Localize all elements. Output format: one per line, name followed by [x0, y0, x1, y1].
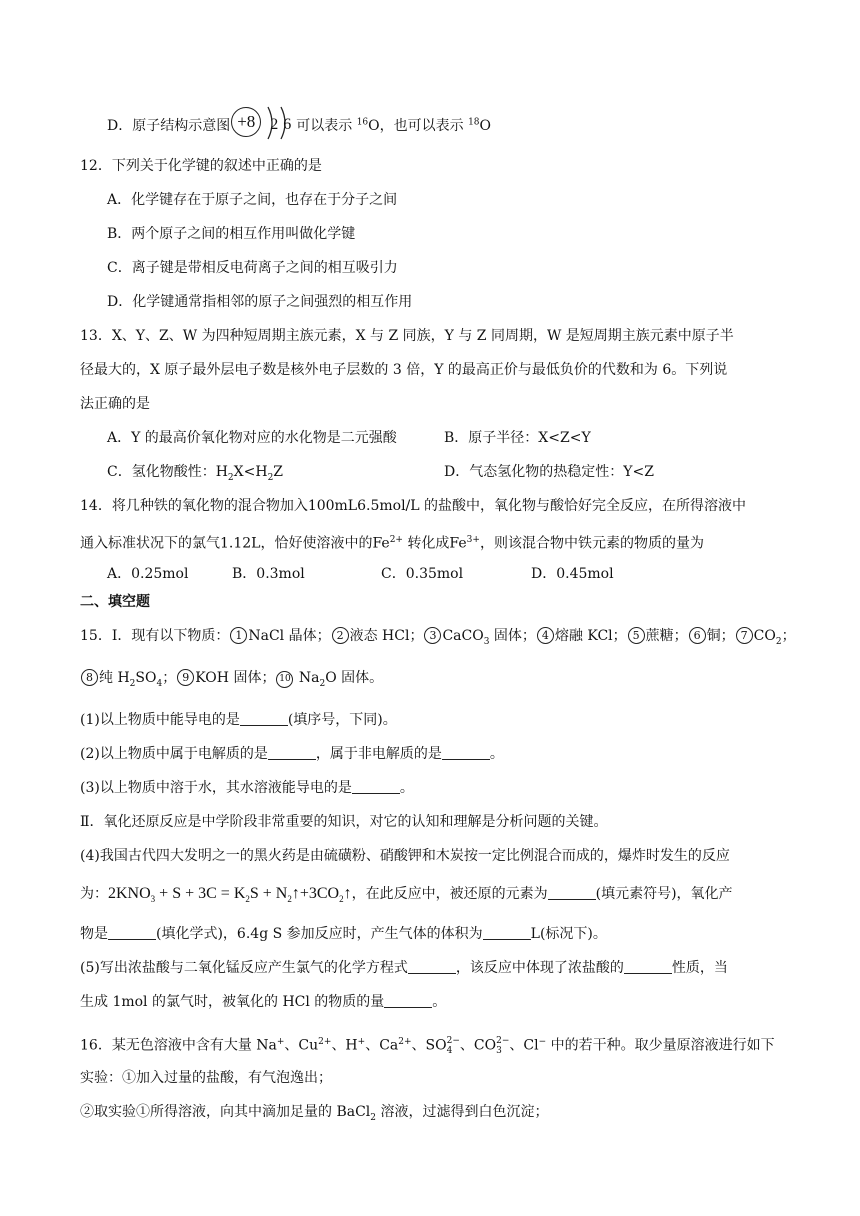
q12-option-d: D．化学键通常指相邻的原子之间强烈的相互作用: [107, 294, 413, 310]
q16-text: 、H: [331, 1037, 358, 1054]
q14-text: ，则该混合物中铁元素的物质的量为: [479, 535, 704, 552]
q16-text: 溶液，过滤得到白色沉淀；: [376, 1104, 549, 1120]
q15-text: 生成 1mol 的氯气时，被氧化的 HCl 的物质的量: [80, 994, 385, 1010]
q13-option-a: A．Y 的最高价氧化物对应的水化物是二元强酸: [107, 430, 397, 446]
q11-option-d: [107, 106, 491, 140]
q14-line1: 14．将几种铁的氧化物的混合物加入100mL6.5mol/L 的盐酸中，氧化物与酸恰好完全反应，在所得溶液中: [80, 498, 747, 514]
q16-text: 中的若干种。取少量原溶液进行如下: [546, 1037, 775, 1054]
q15-text: ；: [162, 670, 177, 686]
q13-line2: 径最大的，X 原子最外层电子数是核外电子层数的 3 倍，Y 的最高正价与最低负价的代数和为 6。下列说: [80, 362, 728, 378]
q14-text: 通入标准状况下的氯气1.12L，恰好使溶液中的Fe: [80, 535, 390, 552]
circled-number: 8: [81, 669, 98, 686]
circled-number: 1: [230, 627, 247, 644]
q11d-prefix: D．原子结构示意图: [107, 118, 231, 134]
q15-text: 铜；: [706, 628, 735, 644]
answer-blank[interactable]: [548, 885, 596, 900]
q13-line3: 法正确的是: [80, 396, 150, 412]
q15-text: 。: [489, 746, 504, 762]
q16-line2: 实验：①加入过量的盐酸，有气泡逸出；: [80, 1070, 332, 1086]
charge: 2+: [389, 535, 403, 545]
circled-number: 5: [628, 627, 645, 644]
circled-number: 4: [537, 627, 554, 644]
q15-text: 为：: [80, 886, 108, 902]
q15-text: ，属于非电解质的是: [315, 746, 442, 762]
subscript: 4: [446, 1045, 453, 1056]
answer-blank[interactable]: [384, 993, 432, 1008]
q16-line3: [80, 1102, 548, 1128]
q13-option-d: D．气态氢化物的热稳定性：Y<Z: [444, 464, 654, 480]
q15-line1: [80, 626, 796, 652]
q13-line1: 13．X、Y、Z、W 为四种短周期主族元素，X 与 Z 同族，Y 与 Z 同周期，W 是短周期主族元素中原子半: [80, 328, 734, 344]
charge: 3+: [466, 535, 480, 545]
q16-line1: [80, 1030, 775, 1058]
q15-part4-line2: [80, 884, 733, 909]
subscript: 2: [319, 678, 326, 689]
q15-text: ，该反应中体现了浓盐酸的: [455, 960, 624, 976]
q15-text: 固体；: [489, 628, 536, 644]
circled-number: 3: [424, 627, 441, 644]
q16-text: 、CO: [459, 1037, 497, 1054]
q15-text: 熔融 KCl；: [554, 628, 627, 644]
q12-option-b: B．两个原子之间的相互作用叫做化学键: [107, 226, 356, 242]
q13-option-c: [107, 462, 283, 488]
q14-option-a: A．0.25mol: [107, 566, 189, 582]
q15-text: (填化学式)，6.4g S 参加反应时，产生气体的体积为: [156, 926, 483, 942]
q15-part4-line1: (4)我国古代四大发明之一的黑火药是由硫磺粉、硝酸钾和木炭按一定比例混合而成的，爆炸时发生的反应: [80, 848, 730, 864]
subscript: 3: [496, 1045, 502, 1056]
q15-text: 。: [399, 780, 414, 796]
q15-text: 。: [432, 994, 447, 1010]
q15-text: O 固体。: [325, 670, 384, 686]
q15-text: ，在此反应中，被还原的元素为: [351, 886, 548, 902]
q14-line2: [80, 530, 704, 554]
q14-option-d: D．0.45mol: [531, 566, 614, 582]
q13c-text: X<H: [233, 464, 268, 480]
q16-text: 、Cl: [509, 1037, 539, 1054]
chemical-equation: $2KNO_3 + S + 3C = K_2S$ + $N_2↑+3CO_2↑$: [108, 885, 352, 905]
q15-text: L(标况下)。: [530, 926, 607, 942]
q15-text: 纯: [99, 670, 118, 686]
answer-blank[interactable]: [483, 925, 531, 940]
q15-text: 性质，当: [671, 960, 728, 976]
charge: +: [357, 1037, 366, 1047]
q12-option-c: C．离子键是带相反电荷离子之间的相互吸引力: [107, 260, 398, 276]
charge: +: [276, 1037, 285, 1047]
q14-option-b: B．0.3mol: [232, 566, 305, 582]
q15-part3: [80, 778, 414, 798]
q15-text: 15．Ⅰ．现有以下物质：: [80, 628, 230, 644]
subscript: 2: [370, 1112, 377, 1123]
q15-text: (2)以上物质中属于电解质的是: [80, 746, 268, 762]
q14-text: 转化成Fe: [402, 535, 467, 552]
q15-text: KOH 固体；: [195, 670, 276, 686]
atom-structure-diagram: [230, 106, 296, 140]
q15-section-ii: Ⅱ．氧化还原反应是中学阶段非常重要的知识，对它的认知和理解是分析问题的关键。: [80, 814, 608, 830]
subscript: 3: [483, 636, 490, 647]
charge: 2−: [446, 1035, 460, 1046]
q13c-text: C．氢化物酸性：H: [107, 464, 228, 480]
subscript: 2: [267, 472, 274, 483]
q15-part4-line3: [80, 924, 607, 944]
q13c-text: Z: [273, 464, 284, 480]
q15-part2: [80, 744, 504, 764]
q16-text: ②取实验①所得溶液，向其中滴加足量的 BaCl: [80, 1104, 371, 1120]
subscript: 4: [156, 678, 163, 689]
q15-text: (1)以上物质中能导电的是: [80, 712, 240, 728]
circled-number: 9: [177, 669, 194, 686]
q12-stem: 12．下列关于化学键的叙述中正确的是: [80, 158, 322, 174]
circled-number: 6: [689, 627, 706, 644]
charge: 2−: [496, 1035, 510, 1046]
circled-number: 7: [736, 627, 753, 644]
q14-option-c: C．0.35mol: [381, 566, 464, 582]
q15-text: 液态 HCl；: [349, 628, 424, 644]
q12-option-a: A．化学键存在于原子之间，也存在于分子之间: [107, 192, 398, 208]
q11d-mid: 可以表示: [296, 118, 357, 134]
q15-text: (填序号，下同)。: [287, 712, 397, 728]
q11d-mid2: O，也可以表示: [368, 118, 469, 134]
shell2-electrons: 6: [283, 116, 292, 133]
q13-option-b: B．原子半径：X<Z<Y: [444, 430, 591, 446]
circled-number: 10: [276, 671, 293, 688]
formula: SO: [135, 670, 157, 686]
formula: H: [117, 670, 130, 686]
charge: −: [538, 1037, 547, 1047]
answer-blank[interactable]: [408, 959, 456, 974]
answer-blank[interactable]: [108, 925, 156, 940]
q15-line2: [80, 668, 383, 694]
q16-text: 16．某无色溶液中含有大量 Na: [80, 1037, 277, 1054]
formula: CaCO: [442, 628, 484, 644]
subscript: 2: [775, 636, 782, 647]
shell1-electrons: 2: [270, 116, 279, 133]
answer-blank[interactable]: [240, 711, 288, 726]
q15-text: NaCl 晶体；: [248, 628, 331, 644]
q15-text: 物是: [80, 926, 108, 942]
nucleus: +8: [231, 107, 261, 137]
subscript: 2: [227, 472, 234, 483]
section-heading: 二、填空题: [80, 594, 150, 610]
q15-text: (5)写出浓盐酸与二氧化锰反应产生氯气的化学方程式: [80, 960, 408, 976]
answer-blank[interactable]: [624, 959, 672, 974]
q16-text: 、Cu: [284, 1037, 319, 1054]
q16-text: 、Ca: [365, 1037, 399, 1054]
formula: CO: [753, 628, 776, 644]
formula: Na: [294, 670, 320, 686]
mass-number: 16: [356, 117, 369, 128]
q15-part5-line1: [80, 958, 728, 978]
answer-blank[interactable]: [268, 745, 316, 760]
answer-blank[interactable]: [442, 745, 490, 760]
q15-text: (3)以上物质中溶于水，其水溶液能导电的是: [80, 780, 352, 796]
q15-part5-line2: [80, 992, 446, 1012]
q15-text: ；: [781, 628, 796, 644]
q15-text: (填元素符号)，氧化产: [595, 886, 733, 902]
subscript: 2: [129, 678, 136, 689]
circled-number: 2: [332, 627, 349, 644]
q16-text: 、SO: [411, 1037, 447, 1054]
q15-text: 蔗糖；: [645, 628, 688, 644]
charge: 2+: [318, 1037, 332, 1047]
q15-part1: [80, 710, 397, 730]
q11d-end: O: [479, 118, 492, 134]
mass-number: 18: [468, 117, 480, 128]
answer-blank[interactable]: [352, 779, 400, 794]
charge: 2+: [398, 1037, 412, 1047]
